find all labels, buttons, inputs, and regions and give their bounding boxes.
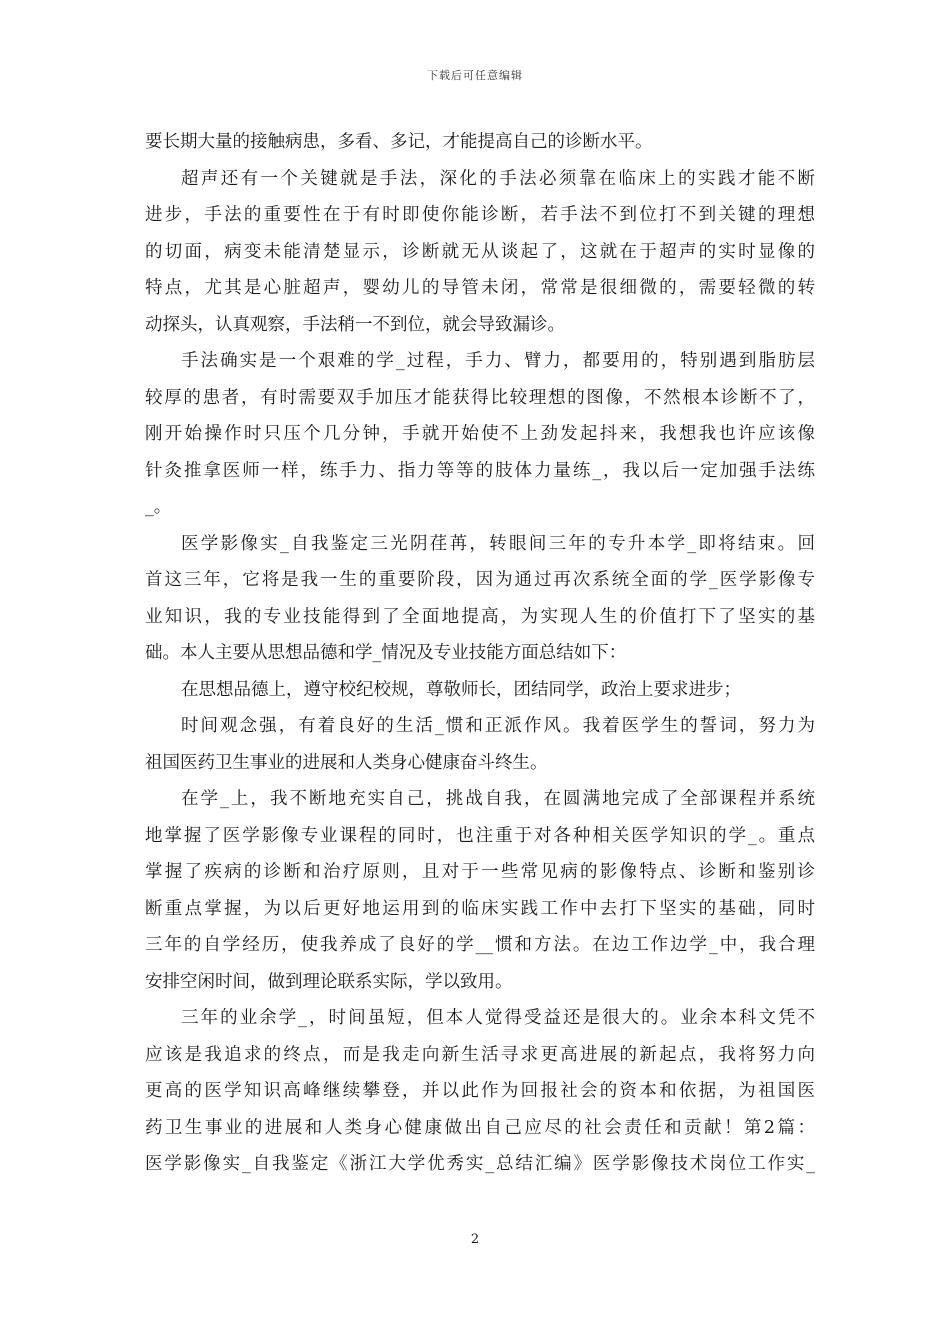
- text-line: 刚开始操作时只压个几分钟，手就开始使不上劲发起抖来，我想我也许应该像: [145, 424, 815, 444]
- text-line: 断重点掌握，为以后更好地运用到的临床实践工作中去打下坚实的基础，同时: [145, 898, 815, 919]
- text-line: 掌握了疾病的诊断和治疗原则，且对于一些常见病的影像特点、诊断和鉴别诊: [145, 862, 815, 882]
- text-line: 首这三年，它将是我一生的重要阶段，因为通过再次系统全面的学_医学影像专: [145, 570, 815, 590]
- text-line: 医学影像实_自我鉴定三光阴荏苒，转眼间三年的专升本学_即将结束。回: [181, 533, 815, 554]
- text-line: 三年的自学经历，使我养成了良好的学__惯和方法。在边工作边学_中，我合理: [145, 935, 815, 955]
- text-line: 时间观念强，有着良好的生活_惯和正派作风。我着医学生的誓词，努力为: [181, 716, 815, 736]
- text-line: 祖国医药卫生事业的进展和人类身心健康奋斗终生。: [145, 752, 548, 773]
- text-line: 础。本人主要从思想品德和学_情况及专业技能方面总结如下：: [145, 643, 627, 663]
- text-line: 特点，尤其是心脏超声，婴幼儿的导管未闭，常常是很细微的，需要轻微的转: [145, 278, 815, 298]
- text-line: 手法确实是一个艰难的学_过程，手力、臂力，都要用的，特别遇到脂肪层: [181, 351, 815, 371]
- page-header: 下载后可任意编辑: [427, 69, 523, 82]
- text-line: 针灸推拿医师一样，练手力、指力等等的肢体力量练_，我以后一定加强手法练: [145, 460, 815, 481]
- page-number: 2: [470, 1232, 480, 1247]
- text-line: 应该是我追求的终点，而是我走向新生活寻求更高进展的新起点，我将努力向: [145, 1044, 815, 1065]
- text-line: 更高的医学知识高峰继续攀登，并以此作为回报社会的资本和依据，为祖国医: [145, 1081, 815, 1101]
- text-line: 三年的业余学_，时间虽短，但本人觉得受益还是很大的。业余本科文凭不: [181, 1008, 815, 1028]
- text-line: 药卫生事业的进展和人类身心健康做出自己应尽的社会责任和贡献！第2篇：: [145, 1117, 815, 1138]
- document-body: [145, 124, 815, 1183]
- text-line: 地掌握了医学影像专业课程的同时，也注重于对各种相关医学知识的学_。重点: [145, 825, 815, 846]
- text-line: 进步，手法的重要性在于有时即使你能诊断，若手法不到位打不到关键的理想: [145, 205, 815, 225]
- text-line: 业知识，我的专业技能得到了全面地提高，为实现人生的价值打下了坚实的基: [145, 606, 815, 627]
- text-line: 动探头，认真观察，手法稍一不到位，就会导致漏诊。: [145, 314, 565, 335]
- text-line: 安排空闲时间，做到理论联系实际，学以致用。: [145, 971, 513, 992]
- text-line: 要长期大量的接触病患，多看、多记，才能提高自己的诊断水平。: [145, 132, 653, 152]
- text-line: _。: [145, 497, 172, 517]
- text-line: 超声还有一个关键就是手法，深化的手法必须靠在临床上的实践才能不断: [181, 168, 815, 189]
- text-line: 在思想品德上，遵守校纪校规，尊敬师长，团结同学，政治上要求进步；: [181, 679, 741, 700]
- text-line: 的切面，病变未能清楚显示，诊断就无从谈起了，这就在于超声的实时显像的: [145, 241, 815, 262]
- text-line: 在学_上，我不断地充实自己，挑战自我，在圆满地完成了全部课程并系统: [181, 789, 815, 809]
- text-line: 医学影像实_自我鉴定《浙江大学优秀实_总结汇编》医学影像技术岗位工作实_: [145, 1154, 815, 1174]
- text-line: 较厚的患者，有时需要双手加压才能获得比较理想的图像，不然根本诊断不了，: [145, 387, 815, 408]
